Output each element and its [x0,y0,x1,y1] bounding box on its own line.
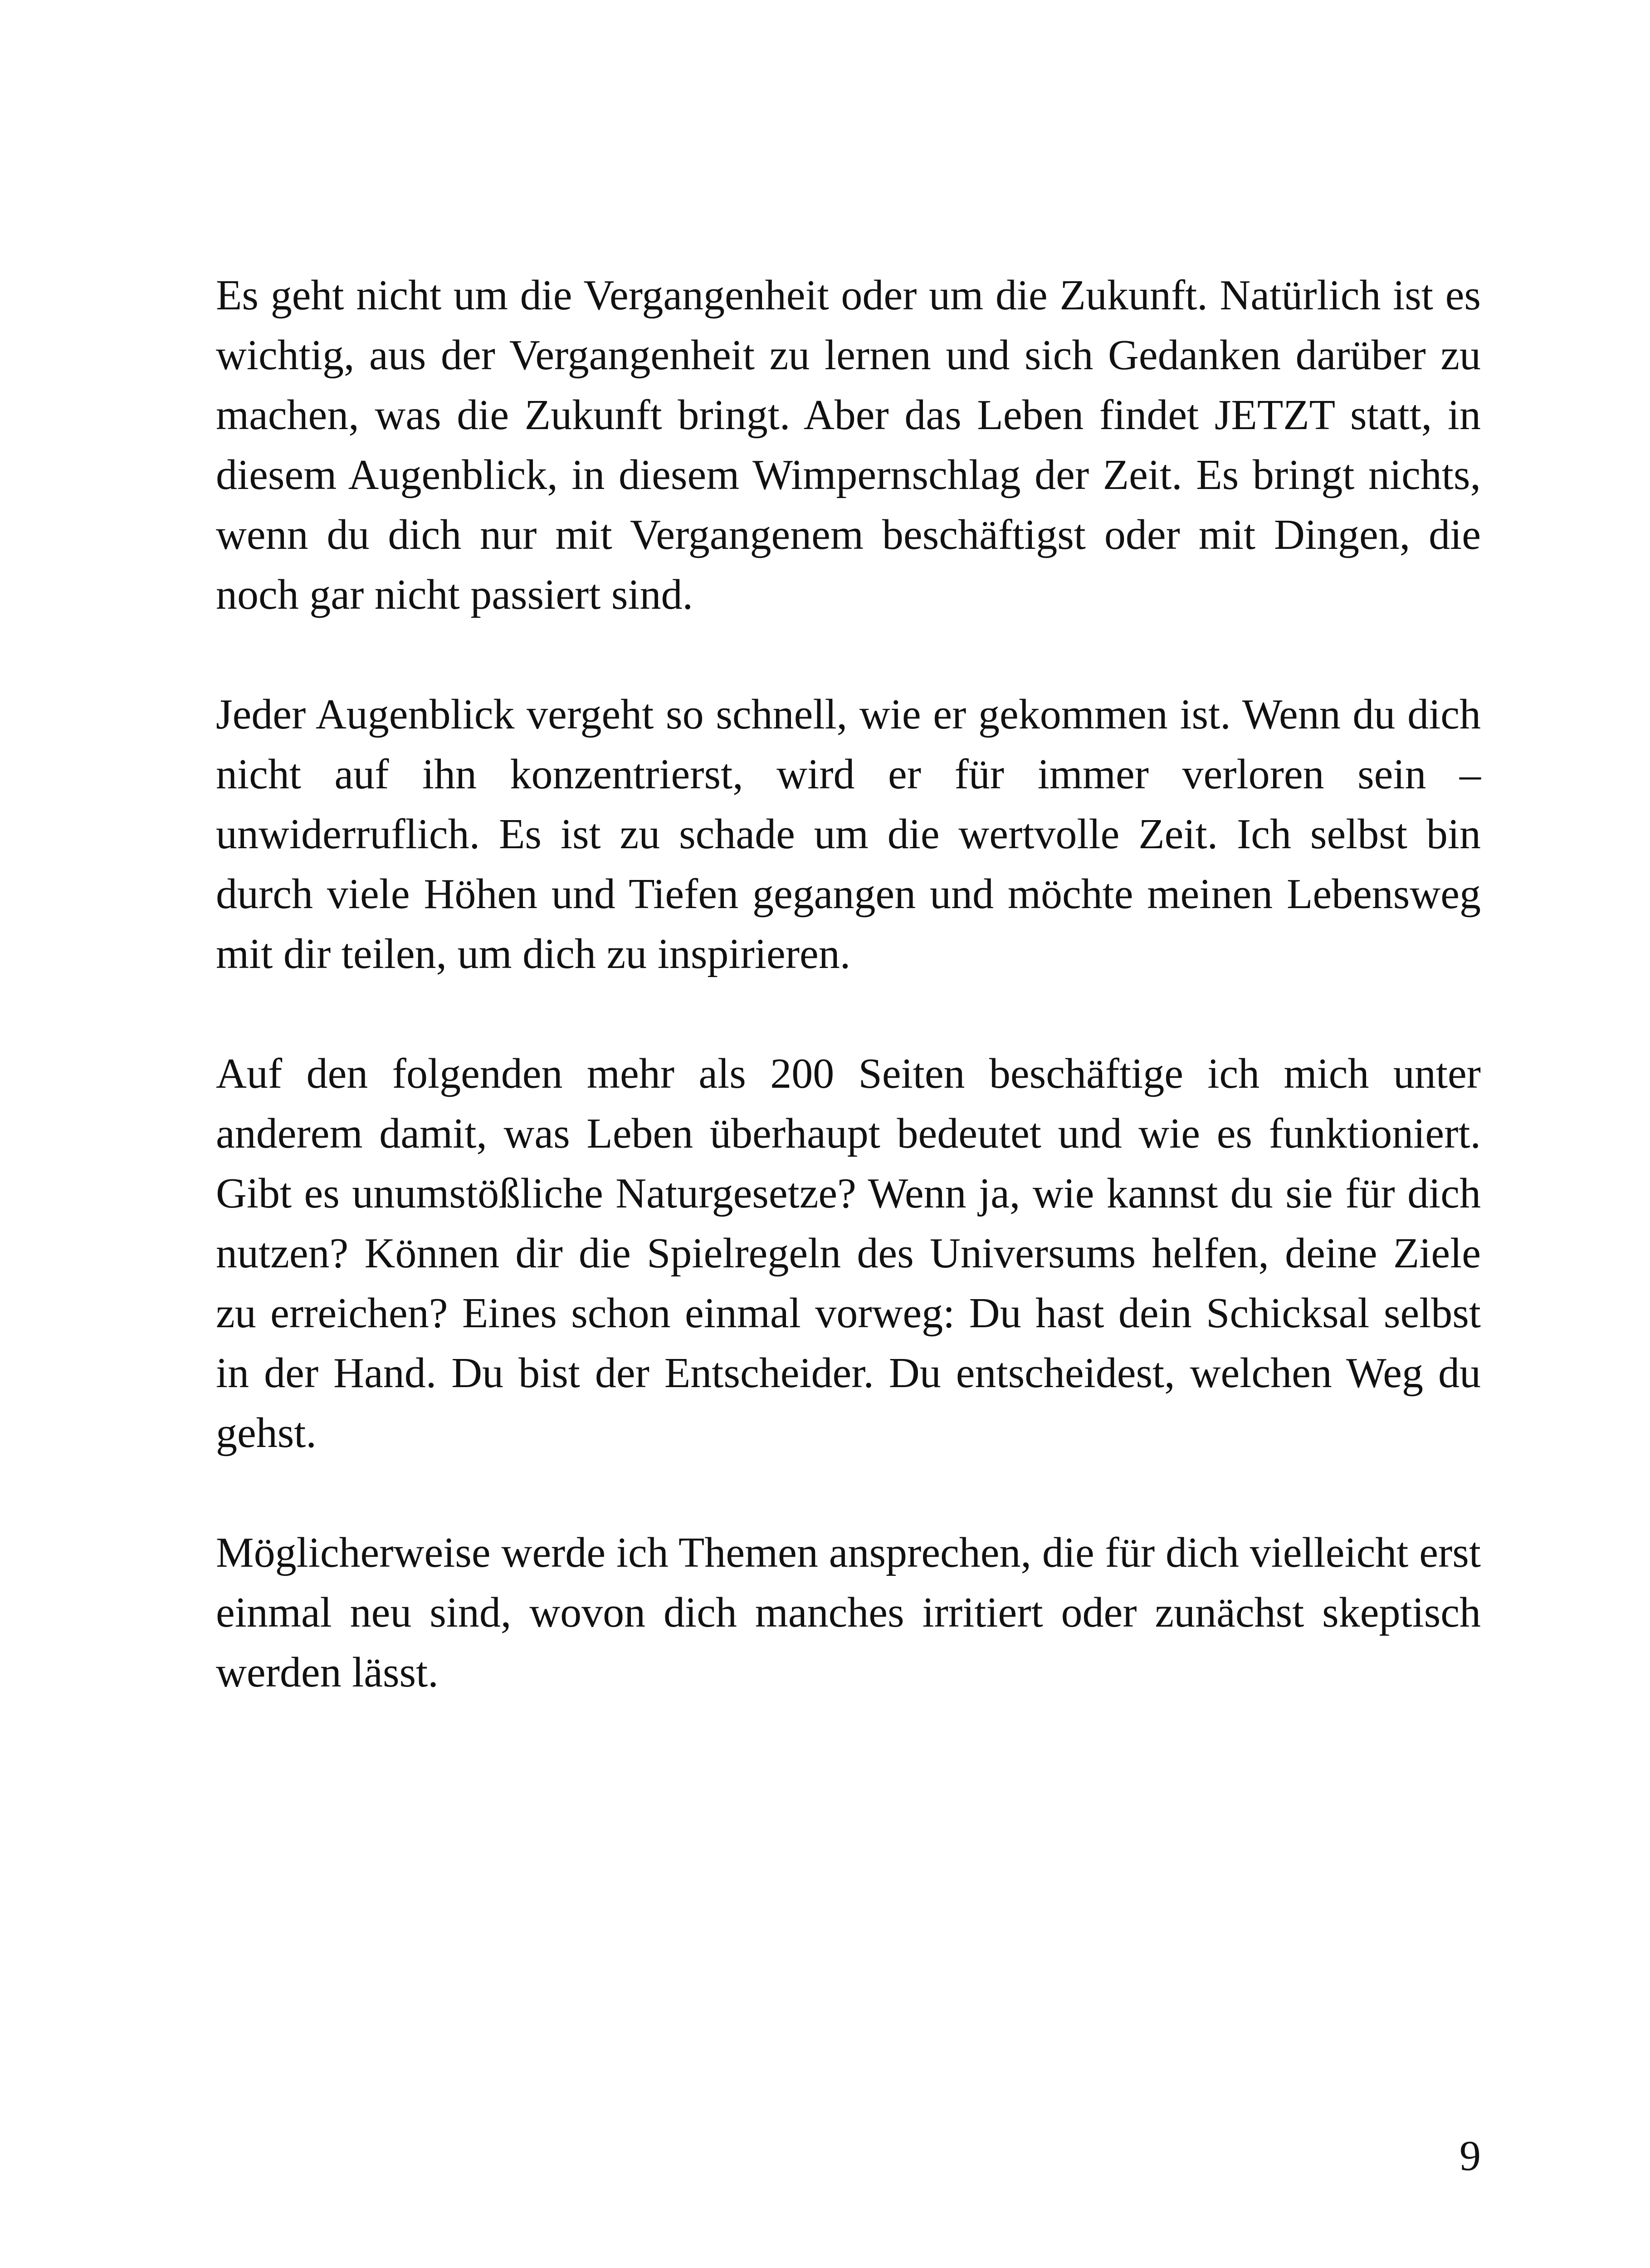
paragraph-4: Möglicherweise werde ich Themen ansprechen, die für dich vielleicht erst einmal neu sind, wovon dich manches irritiert oder zunächst skeptisch werden lässt. [216,1529,1481,1696]
paragraph-1: Es geht nicht um die Vergangenheit oder um die Zukunft. Natürlich ist es wichtig, aus der Vergangenheit zu lernen und sich Gedanken darüber zu machen, was die Zukunft bringt. Aber das Leben findet JETZT statt, in diesem Augenblick, in diesem Wimpernschlag der Zeit. Es bringt nichts, wenn du dich nur mit Vergangenem beschäftigst oder mit Dingen, die noch gar nicht passiert sind. [216,272,1481,618]
body-text [216,265,1481,1702]
paragraph-3: Auf den folgenden mehr als 200 Seiten beschäftige ich mich unter anderem damit, was Leben überhaupt bedeutet und wie es funktioniert. Gibt es unumstößliche Naturgesetze? Wenn ja, wie kannst du sie für dich nutzen? Können dir die Spielregeln des Universums helfen, deine Ziele zu erreichen? Eines schon einmal vorweg: Du hast dein Schicksal selbst in der Hand. Du bist der Entscheider. Du entscheidest, welchen Weg du gehst. [216,1050,1481,1457]
page-number: 9 [1460,2132,1481,2180]
paragraph-2: Jeder Augenblick vergeht so schnell, wie er gekommen ist. Wenn du dich nicht auf ihn konzentrierst, wird er für immer verloren sein – unwiderruflich. Es ist zu schade um die wertvolle Zeit. Ich selbst bin durch viele Höhen und Tiefen gegangen und möchte meinen Lebensweg mit dir teilen, um dich zu inspirieren. [216,691,1481,978]
